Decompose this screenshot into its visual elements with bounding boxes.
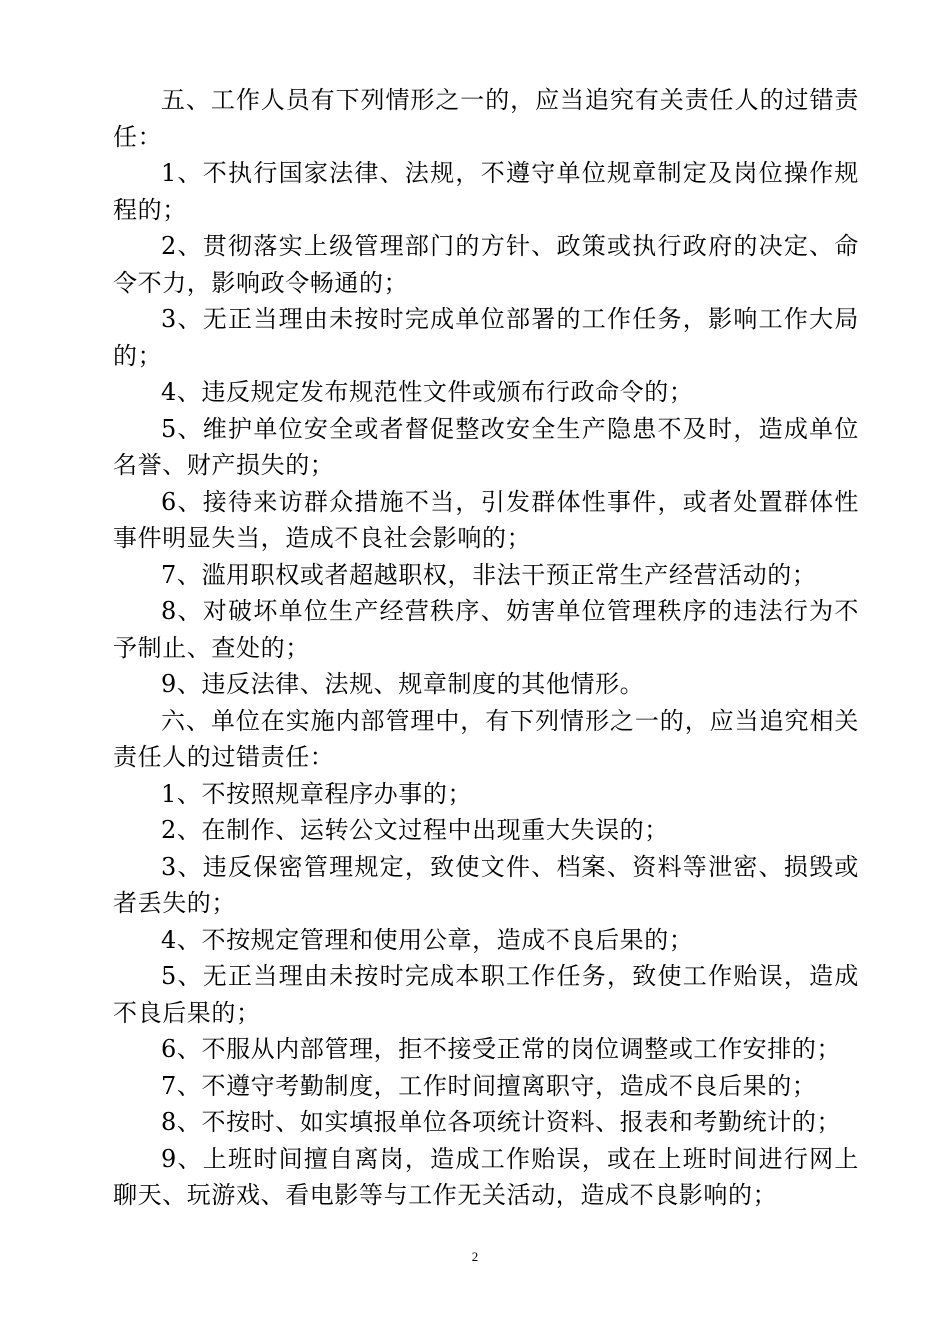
list-item: 1、不执行国家法律、法规，不遵守单位规章制定及岗位操作规程的； — [113, 159, 859, 224]
page-number: 2 — [471, 1249, 479, 1264]
list-item: 2、在制作、运转公文过程中出现重大失误的； — [161, 816, 669, 844]
section-five-heading: 五、工作人员有下列情形之一的，应当追究有关责任人的过错责任： — [113, 86, 859, 151]
list-item: 2、贯彻落实上级管理部门的方针、政策或执行政府的决定、命令不力，影响政令畅通的； — [113, 232, 859, 297]
list-item: 8、不按时、如实填报单位各项统计资料、报表和考勤统计的； — [161, 1108, 842, 1136]
list-item: 9、违反法律、法规、规章制度的其他情形。 — [161, 670, 645, 698]
document-body — [113, 82, 859, 1214]
list-item: 4、不按规定管理和使用公章，造成不良后果的； — [161, 925, 694, 954]
list-item: 1、不按照规章程序办事的； — [161, 779, 473, 808]
list-item: 5、维护单位安全或者督促整改安全生产隐患不及时，造成单位名誉、财产损失的； — [113, 414, 859, 479]
list-item: 6、接待来访群众措施不当，引发群体性事件，或者处置群体性事件明显失当，造成不良社会影响的； — [113, 487, 859, 552]
list-item: 9、上班时间擅自离岗，造成工作贻误，或在上班时间进行网上聊天、玩游戏、看电影等与工作无关活动，造成不良影响的； — [113, 1144, 859, 1209]
list-item: 7、不遵守考勤制度，工作时间擅离职守，造成不良后果的； — [161, 1071, 817, 1100]
list-item: 7、滥用职权或者超越职权，非法干预正常生产经营活动的； — [161, 560, 817, 589]
list-item: 3、无正当理由未按时完成单位部署的工作任务，影响工作大局的； — [113, 305, 859, 370]
list-item: 3、违反保密管理规定，致使文件、档案、资料等泄密、损毁或者丢失的； — [113, 852, 859, 917]
list-item: 4、违反规定发布规范性文件或颁布行政命令的； — [161, 378, 694, 406]
section-six-heading: 六、单位在实施内部管理中，有下列情形之一的，应当追究相关责任人的过错责任： — [113, 706, 859, 771]
list-item: 5、无正当理由未按时完成本职工作任务，致使工作贻误，造成不良后果的； — [113, 962, 859, 1027]
list-item: 8、对破坏单位生产经营秩序、妨害单位管理秩序的违法行为不予制止、查处的； — [113, 597, 859, 662]
list-item: 6、不服从内部管理，拒不接受正常的岗位调整或工作安排的； — [161, 1035, 842, 1063]
